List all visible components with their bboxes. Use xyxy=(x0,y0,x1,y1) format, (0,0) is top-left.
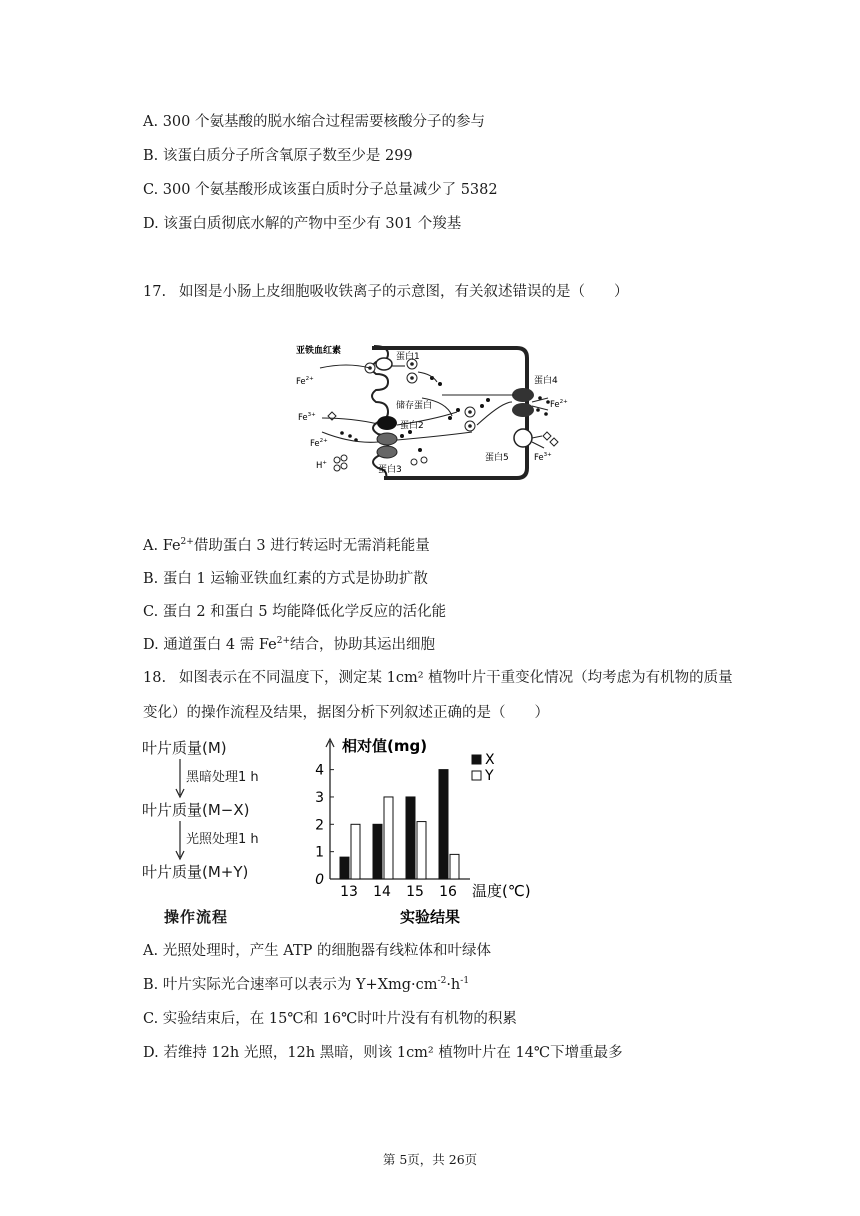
q16-option-d: D. 该蛋白质彻底水解的产物中至少有 301 个羧基 xyxy=(143,216,462,232)
q18-number: 18. xyxy=(143,670,167,686)
flow-step-light: 光照处理1 h xyxy=(186,832,259,847)
q17-stem xyxy=(143,282,629,302)
x-tick-label: 16 xyxy=(439,884,457,900)
flow-caption: 操作流程 xyxy=(164,908,229,926)
label-protein3: 蛋白3 xyxy=(378,465,402,475)
cell-diagram xyxy=(292,340,572,490)
legend-swatch-X xyxy=(472,755,481,764)
bar-Y-13 xyxy=(351,824,360,879)
legend-label-Y: Y xyxy=(485,768,494,784)
legend-swatch-Y xyxy=(472,771,481,780)
flow-step-dark: 黑暗处理1 h xyxy=(186,770,259,785)
q18-option-d: D. 若维持 12h 光照，12h 黑暗，则该 1cm² 植物叶片在 14℃下增重最多 xyxy=(143,1045,623,1061)
label-fe2-in-2: $Fe^{2+}$ xyxy=(310,438,328,449)
bar-Y-14 xyxy=(384,797,393,879)
label-protein4: 蛋白4 xyxy=(534,376,558,386)
bar-X-16 xyxy=(439,770,448,879)
protein1-shape xyxy=(376,358,392,370)
y-tick-label: 1 xyxy=(315,844,324,861)
bar-X-13 xyxy=(340,857,349,879)
x-tick-label: 15 xyxy=(406,884,424,900)
y-axis-label: 相对值(mg) xyxy=(342,737,428,755)
label-protein5: 蛋白5 xyxy=(485,453,509,463)
bar-X-15 xyxy=(406,797,415,879)
q17-option-c: C. 蛋白 2 和蛋白 5 均能降低化学反应的活化能 xyxy=(143,604,447,620)
flow-arrows xyxy=(142,737,317,907)
operation-flow xyxy=(142,737,317,927)
x-tick-label: 14 xyxy=(373,884,391,900)
flow-box-1: 叶片质量(M) xyxy=(142,739,227,757)
label-protein1: 蛋白1 xyxy=(396,352,420,362)
q18-option-a: A. 光照处理时，产生 ATP 的细胞器有线粒体和叶绿体 xyxy=(143,943,492,959)
y-tick-label: 2 xyxy=(315,817,324,834)
label-heme: 亚铁血红素 xyxy=(296,346,342,356)
q16-option-c: C. 300 个氨基酸形成该蛋白质时分子总量减少了 5382 xyxy=(143,182,498,198)
protein2-shape xyxy=(377,416,397,430)
label-fe2-in: $Fe^{2+}$ xyxy=(296,376,314,387)
label-fe2-out: $Fe^{2+}$ xyxy=(550,399,568,410)
flow-box-2: 叶片质量(M−X) xyxy=(142,801,250,819)
protein4-shape xyxy=(512,388,534,402)
q17-option-b: B. 蛋白 1 运输亚铁血红素的方式是协助扩散 xyxy=(143,571,428,587)
result-chart-wrap xyxy=(310,737,550,933)
x-tick-label: 13 xyxy=(340,884,358,900)
label-protein2: 蛋白2 xyxy=(400,421,424,431)
label-storage-protein: 储存蛋白 xyxy=(396,401,433,411)
iron-absorption-figure xyxy=(292,340,572,494)
legend-label-X: X xyxy=(485,752,495,768)
result-chart xyxy=(310,737,550,929)
bar-Y-16 xyxy=(450,854,459,879)
flow-box-3: 叶片质量(M+Y) xyxy=(142,863,249,881)
y-tick-label: 3 xyxy=(315,789,324,806)
q18-option-c: C. 实验结束后，在 15℃和 16℃时叶片没有有机物的积累 xyxy=(143,1011,517,1027)
q17-number: 17. xyxy=(143,284,167,300)
q17-option-d: D. 通道蛋白 4 需 $Fe^{2+}$结合，协助其运出细胞 xyxy=(143,636,436,653)
label-fe3-out: $Fe^{3+}$ xyxy=(534,452,552,463)
q17-option-a: A. $Fe^{2+}$借助蛋白 3 进行转运时无需消耗能量 xyxy=(143,537,430,554)
page-footer: 第 5页，共 26页 xyxy=(382,1152,478,1167)
label-h-ion: H+ xyxy=(316,460,328,471)
x-axis-label: 温度(℃) xyxy=(472,882,531,900)
q18-stem-line1: 18. 如图表示在不同温度下，测定某 1cm² 植物叶片干重变化情况（均考虑为有机物的质量 xyxy=(143,670,733,686)
protein3-shape xyxy=(377,433,397,445)
label-fe3-in: $Fe^{3+}$ xyxy=(298,412,316,423)
q16-option-b: B. 该蛋白质分子所含氧原子数至少是 299 xyxy=(143,148,413,164)
q17-stem-text: 如图是小肠上皮细胞吸收铁离子的示意图，有关叙述错误的是（ ） xyxy=(179,284,629,300)
chart-caption: 实验结果 xyxy=(399,908,461,926)
q18-stem-line2: 变化）的操作流程及结果，据图分析下列叙述正确的是（ ） xyxy=(143,705,549,721)
q16-option-a: A. 300 个氨基酸的脱水缩合过程需要核酸分子的参与 xyxy=(143,114,485,130)
y-tick-label: 4 xyxy=(315,762,324,779)
q18-option-b: B. 叶片实际光合速率可以表示为 $Y+Xmg\cdot cm^{-2}\cdot h^{-1}$ xyxy=(143,976,470,993)
bar-X-14 xyxy=(373,824,382,879)
bar-Y-15 xyxy=(417,822,426,879)
protein5-shape xyxy=(514,429,532,447)
y-tick-label: 0 xyxy=(315,872,324,888)
